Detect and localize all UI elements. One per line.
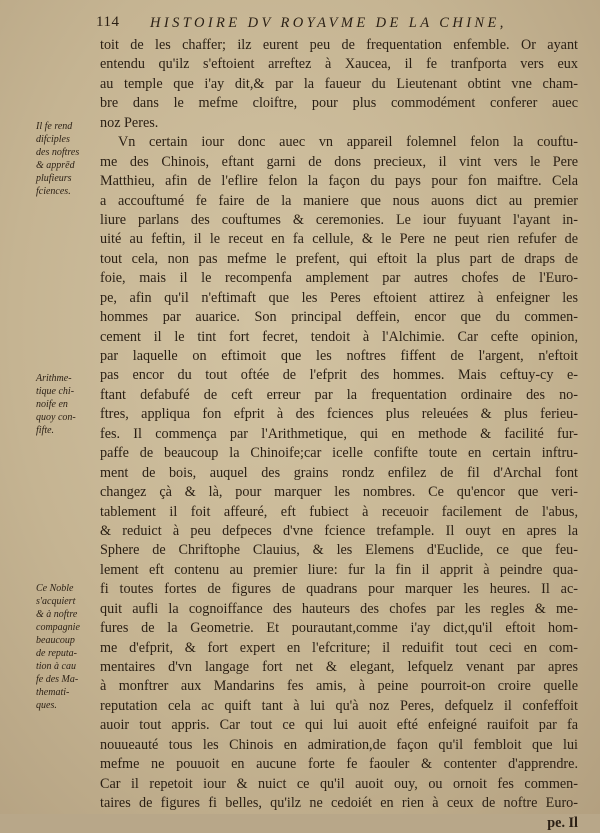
page-header: [96, 14, 586, 36]
text-line: toit de les chaffer; ilz eurent peu de frequentation enfemble. Or ayant: [100, 37, 578, 53]
text-line: taires de figures fi belles, qu'ilz ne cedoiét en rien à ceux de noftre Euro-: [100, 795, 578, 812]
text-line: liure parlans des couftumes & ceremonies. Le iour fuyuant l'ayant in-: [100, 211, 578, 228]
text-line: fures de la Geometrie. Et pourautant,comme i'ay dict,qu'il eftoit hom-: [100, 620, 578, 637]
text-line: à monftrer aux Mandarins fes amis, à peine pourroit-on croire quelle: [100, 678, 578, 695]
body-text: [100, 36, 578, 833]
margin-note-line: beaucoup: [36, 635, 75, 646]
text-line: a accouftumé fe faire de la maniere que nous auons dict au premier: [100, 192, 578, 209]
margin-note-line: Arithme-: [36, 373, 72, 384]
margin-note-line: ques.: [36, 700, 57, 711]
text-line: ftant defabufé de ceft erreur par la frequentation ordinaire des no-: [100, 386, 578, 403]
text-line: bre dans le mefme cloiftre, pour plus commodément conferer auec: [100, 95, 578, 112]
text-line: Matthieu, afin de l'eflire felon la façon du pays pour fon maiftre. Cela: [100, 173, 578, 190]
text-line: lement eft contenu au premier liure: fur la fin il apprit à peindre qua-: [100, 561, 578, 578]
text-line: pas encor du tout oftée de l'efprit des hommes. Mais ceftuy-cy e-: [100, 367, 578, 384]
running-title: HISTOIRE DV ROYAVME DE LA CHINE,: [150, 15, 507, 31]
text-line: foie, mais il le recompenfa amplement par autres chofes de l'Euro-: [100, 270, 578, 287]
text-line: au temple que i'ay dit,& par la faueur du Lieutenant obtint vne cham-: [100, 75, 578, 92]
text-line: & reduict à peu defpeces d'vne fcience trefample. Il ouyt en apres la: [100, 522, 578, 539]
text-line: tout cela, non pas mefme le prefent, qui eftoit la plus part de draps de: [100, 250, 578, 267]
text-line: uité au feftin, il le receut en fa cellule, & le Pere ne peut rien refufer de: [100, 231, 578, 248]
margin-note-line: difciples: [36, 134, 70, 145]
margin-note-disciples: [36, 120, 100, 198]
margin-note-line: des noftres: [36, 147, 80, 158]
text-line: auoir tout appris. Car tout ce qui lui auoit efté enfeigné rauifoit par fa: [100, 717, 578, 734]
margin-note-line: quoy con-: [36, 412, 76, 423]
text-line: cement il le tint fort fecret, tendoit à l'Alchimie. Car cefte opinion,: [100, 328, 578, 345]
text-line: Sphere de Chriftophe Clauius, & les Elemens d'Euclide, ce que feu-: [100, 542, 578, 559]
text-line: quit aufli la cognoiffance des hauteurs des chofes par les regles & me-: [100, 600, 578, 617]
text-line: Car il repetoit iour & nuict ce qu'il auoit ouy, ou ornoit fes commen-: [100, 775, 578, 792]
margin-note-line: themati-: [36, 687, 70, 698]
margin-note-line: tique chi-: [36, 386, 75, 397]
text-line: Vn certain iour donc auec vn appareil folemnel felon la couftu-: [118, 134, 578, 151]
margin-note-line: & à noftre: [36, 609, 78, 620]
margin-note-line: tion à cau: [36, 661, 76, 672]
margin-note-line: fciences.: [36, 186, 71, 197]
margin-note-line: de reputa-: [36, 648, 78, 659]
text-line: entendu qu'ilz s'eftoient arreftez à Xaucea, il fe tranfporta vers eux: [100, 56, 578, 73]
text-line: tablement il foit affeuré, eft fubiect à receuoir facilement de l'abus,: [100, 503, 578, 520]
page-number: 114: [96, 14, 120, 30]
margin-note-line: Il fe rend: [36, 121, 73, 132]
text-line: reputation cela ac quift tant à lui qu'à noz Peres, defquelz il confeffoit: [100, 697, 578, 714]
text-line: nouueauté tous les Chinois en admiration,de façon qu'il fembloit que lui: [100, 736, 578, 753]
text-line: ftres, appliqua fon efprit à des fciences plus releuées & plus ferieu-: [100, 406, 578, 423]
margin-note-reputation: [36, 582, 100, 712]
text-line: me des Chinois, eftant garni de dons precieux, il vint vers le Pere: [100, 153, 578, 170]
margin-note-line: & apprēd: [36, 160, 75, 171]
text-line: me d'efprit, & fort expert en l'efcriture; il reduifit tout ceci en com-: [100, 639, 578, 656]
text-line: hommes par auarice. Son principal deffein, encor que du commen-: [100, 309, 578, 326]
catchword-line: pe. Il: [547, 814, 578, 831]
text-line: mefme ne pouuoit en aucune forte fe faouler & contenter d'apprendre.: [100, 756, 578, 773]
text-line: pe, afin qu'il n'eftimaft que les Peres eftoient attirez à enfeigner les: [100, 289, 578, 306]
margin-note-line: plufieurs: [36, 173, 72, 184]
text-line: noz Peres.: [100, 114, 159, 131]
margin-note-line: fe des Ma-: [36, 674, 79, 685]
text-line: changez çà & là, pour marquer les nombres. Ce qu'encor que veri-: [100, 484, 578, 501]
margin-note-arithmetique: [36, 372, 100, 437]
text-line: ment de bois, auquel des grains rondz enfilez de fil d'Archal font: [100, 464, 578, 481]
margin-note-line: fifte.: [36, 425, 55, 436]
text-line: mentaires d'vn langage fort net & elegant, lefquelz venant par apres: [100, 659, 578, 675]
margin-note-line: s'acquiert: [36, 596, 76, 607]
margin-note-line: noife en: [36, 399, 68, 410]
text-line: par laquelle on eftimoit que les noftres fiffent de l'argent, n'eftoit: [100, 348, 578, 364]
text-line: paffe de beaucoup la Chinoife;car icelle confifte toute en certain inftru-: [100, 445, 578, 462]
text-line: fes. Il commença par l'Arithmetique, qui en methode & facilité fur-: [100, 425, 578, 442]
text-line: fi toutes fortes de figures de quadrans pour marquer les heures. Il ac-: [100, 581, 578, 598]
margin-note-line: Ce Noble: [36, 583, 74, 594]
margin-note-line: compagnie: [36, 622, 80, 633]
